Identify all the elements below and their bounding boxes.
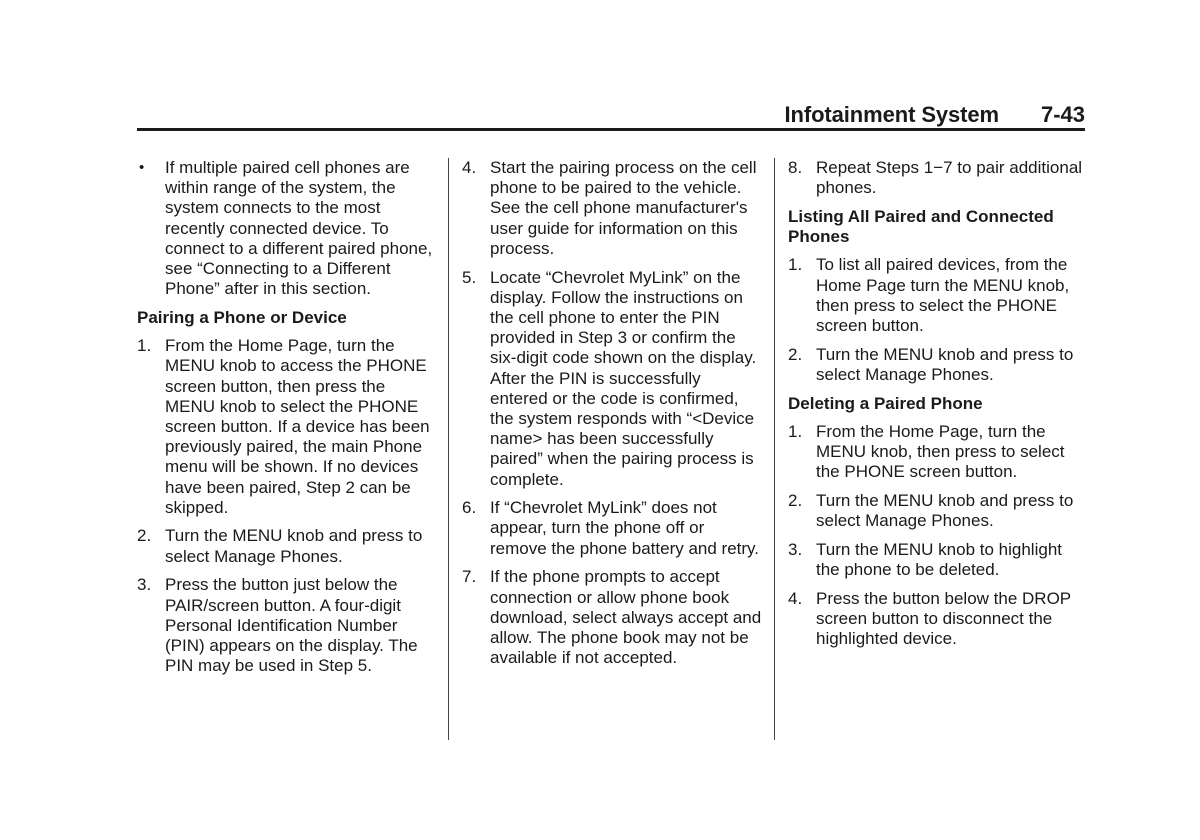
step-number: 8.	[788, 158, 803, 177]
step-6	[462, 498, 762, 559]
header-divider	[137, 128, 1085, 131]
heading-pairing: Pairing a Phone or Device	[137, 307, 347, 327]
step-number: 1.	[137, 336, 152, 356]
step-number: 5.	[462, 267, 477, 287]
heading-deleting: Deleting a Paired Phone	[788, 393, 983, 413]
step-text: Locate “Chevrolet MyLink” on the display. Follow the instructions on the cell phone to enter the PIN provided in Step 3 or confirm the six-digit code shown on the display. After the PIN is successfully entered or the code is confirmed, the system responds with “<Device name> has been successfully paired” when the pairing process is complete.	[490, 267, 757, 489]
list-step-2	[788, 345, 1088, 385]
delete-step-1	[788, 422, 1088, 483]
page-header	[137, 100, 1085, 130]
step-number: 7.	[462, 567, 477, 587]
step-number: 1.	[788, 421, 803, 441]
step-text: Turn the MENU knob and press to select Manage Phones.	[816, 344, 1074, 384]
column-1	[137, 158, 437, 685]
delete-step-4	[788, 589, 1088, 650]
step-5	[462, 268, 762, 490]
step-text: Repeat Steps 1−7 to pair additional phones.	[816, 158, 1083, 198]
step-number: 2.	[788, 490, 803, 510]
step-number: 3.	[137, 575, 152, 595]
step-3	[137, 575, 437, 676]
delete-step-2	[788, 491, 1088, 531]
step-text: Turn the MENU knob and press to select Manage Phones.	[165, 526, 423, 566]
step-text: Start the pairing process on the cell phone to be paired to the vehicle. See the cell phone manufacturer's user guide for information on this process.	[490, 158, 757, 258]
column-divider-2	[774, 158, 775, 740]
step-number: 1.	[788, 255, 803, 275]
column-divider-1	[448, 158, 449, 740]
step-text: If the phone prompts to accept connection or allow phone book download, select always accept and allow. The phone book may not be available if not accepted.	[490, 567, 762, 668]
list-step-1	[788, 255, 1088, 336]
step-text: To list all paired devices, from the Home Page turn the MENU knob, then press to select the PHONE screen button.	[816, 255, 1070, 335]
step-8	[788, 158, 1088, 198]
bullet-marker: •	[139, 159, 145, 176]
step-text: Press the button just below the PAIR/screen button. A four-digit Personal Identification Number (PIN) appears on the display. The PIN may be used in Step 5.	[165, 575, 418, 676]
delete-step-3	[788, 540, 1088, 580]
section-title: Infotainment System	[784, 102, 999, 127]
step-text: If “Chevrolet MyLink” does not appear, turn the phone off or remove the phone battery and retry.	[490, 498, 760, 558]
step-text: Turn the MENU knob to highlight the phone to be deleted.	[816, 539, 1062, 579]
step-number: 2.	[137, 526, 152, 546]
step-1	[137, 336, 437, 518]
heading-listing: Listing All Paired and Connected Phones	[788, 206, 1054, 247]
step-2	[137, 526, 437, 566]
step-number: 4.	[462, 158, 477, 177]
bullet-text: If multiple paired cell phones are within range of the system, the system connects to the most recently connected device. To connect to a different paired phone, see “Connecting to a Different Phone” after in this section.	[165, 158, 433, 299]
step-text: Turn the MENU knob and press to select Manage Phones.	[816, 490, 1074, 531]
step-number: 2.	[788, 344, 803, 364]
step-number: 3.	[788, 539, 803, 559]
step-4	[462, 158, 762, 259]
step-number: 4.	[788, 588, 803, 608]
bullet-item	[137, 158, 437, 299]
step-text: From the Home Page, turn the MENU knob to access the PHONE screen button, then press the MENU knob to select the PHONE screen button. If a device has been previously paired, the main Phone menu will be shown. If no devices have been paired, Step 2 can be skipped.	[165, 336, 430, 517]
column-2	[462, 158, 762, 677]
step-7	[462, 567, 762, 668]
step-number: 6.	[462, 498, 477, 518]
step-text: Press the button below the DROP screen button to disconnect the highlighted device.	[816, 588, 1071, 649]
page-number: 7-43	[1040, 102, 1085, 127]
column-3	[788, 158, 1088, 658]
step-text: From the Home Page, turn the MENU knob, then press to select the PHONE screen button.	[816, 421, 1065, 482]
